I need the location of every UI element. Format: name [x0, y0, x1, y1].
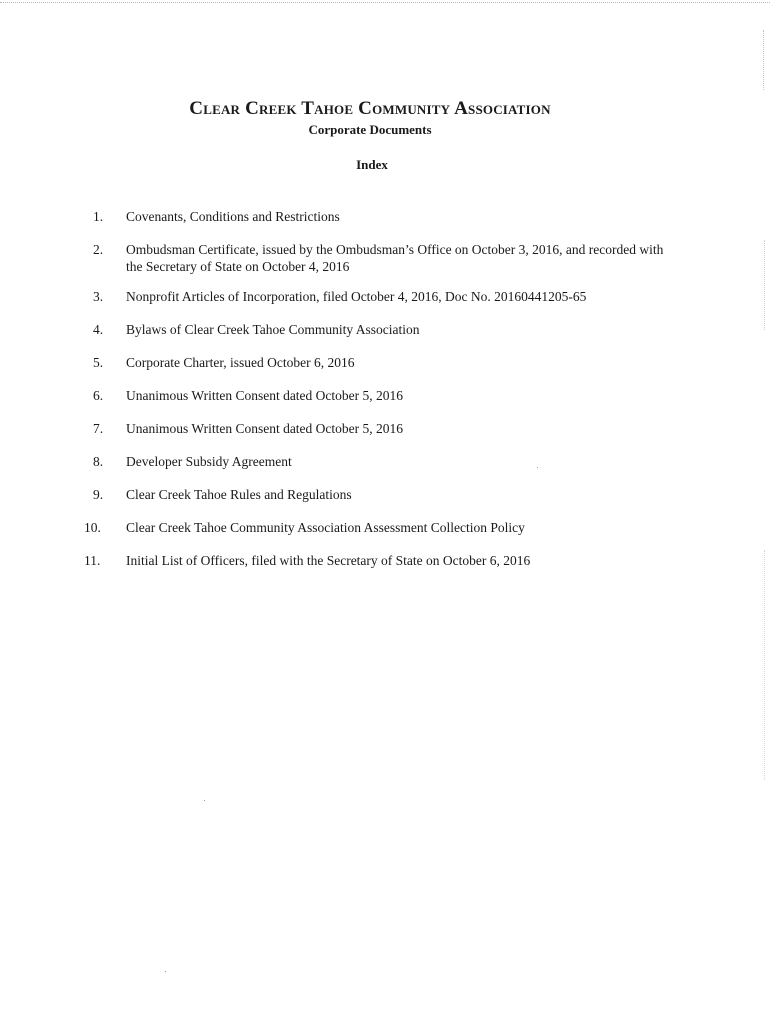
index-item — [84, 453, 664, 470]
item-text: Corporate Charter, issued October 6, 2016 — [126, 355, 355, 370]
item-number: 6. — [93, 388, 104, 403]
item-text: Covenants, Conditions and Restrictions — [126, 209, 340, 224]
scan-speck — [165, 971, 166, 972]
item-number: 10. — [84, 520, 101, 535]
item-text: Unanimous Written Consent dated October 5, 2016 — [126, 388, 404, 403]
item-text: Developer Subsidy Agreement — [126, 454, 292, 469]
item-number: 9. — [93, 487, 104, 502]
index-item — [84, 354, 664, 371]
index-item — [84, 208, 664, 225]
item-number: 8. — [93, 454, 104, 469]
index-item — [84, 387, 664, 404]
index-item — [84, 321, 664, 338]
item-number: 1. — [93, 209, 104, 224]
item-text: Unanimous Written Consent dated October 5, 2016 — [126, 421, 404, 436]
scan-edge-artifact — [0, 2, 770, 3]
item-text: Ombudsman Certificate, issued by the Ombudsman’s Office on October 3, 2016, and recorded with the Secretary of State on October 4, 2016 — [126, 242, 664, 274]
item-number: 11. — [84, 553, 101, 568]
index-list — [84, 208, 664, 585]
item-text: Clear Creek Tahoe Rules and Regulations — [126, 487, 352, 502]
scan-edge-artifact — [764, 240, 765, 330]
item-number: 4. — [93, 322, 104, 337]
item-text: Bylaws of Clear Creek Tahoe Community Association — [126, 322, 420, 337]
item-text: Clear Creek Tahoe Community Association Assessment Collection Policy — [126, 520, 525, 535]
item-text: Initial List of Officers, filed with the Secretary of State on October 6, 2016 — [126, 553, 531, 568]
index-item — [84, 241, 664, 275]
index-heading: Index — [356, 157, 388, 172]
item-number: 3. — [93, 289, 104, 304]
document-title: Clear Creek Tahoe Community Association — [189, 98, 551, 119]
item-number: 2. — [93, 242, 104, 257]
index-item — [84, 486, 664, 503]
index-item — [84, 552, 664, 569]
item-text: Nonprofit Articles of Incorporation, filed October 4, 2016, Doc No. 20160441205-65 — [126, 289, 587, 304]
document-subtitle: Corporate Documents — [308, 122, 432, 137]
scan-edge-artifact — [764, 550, 765, 780]
scan-edge-artifact — [763, 30, 764, 90]
index-item — [84, 288, 664, 305]
item-number: 5. — [93, 355, 104, 370]
scan-speck — [204, 800, 205, 801]
item-number: 7. — [93, 421, 104, 436]
index-item — [84, 519, 664, 536]
index-item — [84, 420, 664, 437]
